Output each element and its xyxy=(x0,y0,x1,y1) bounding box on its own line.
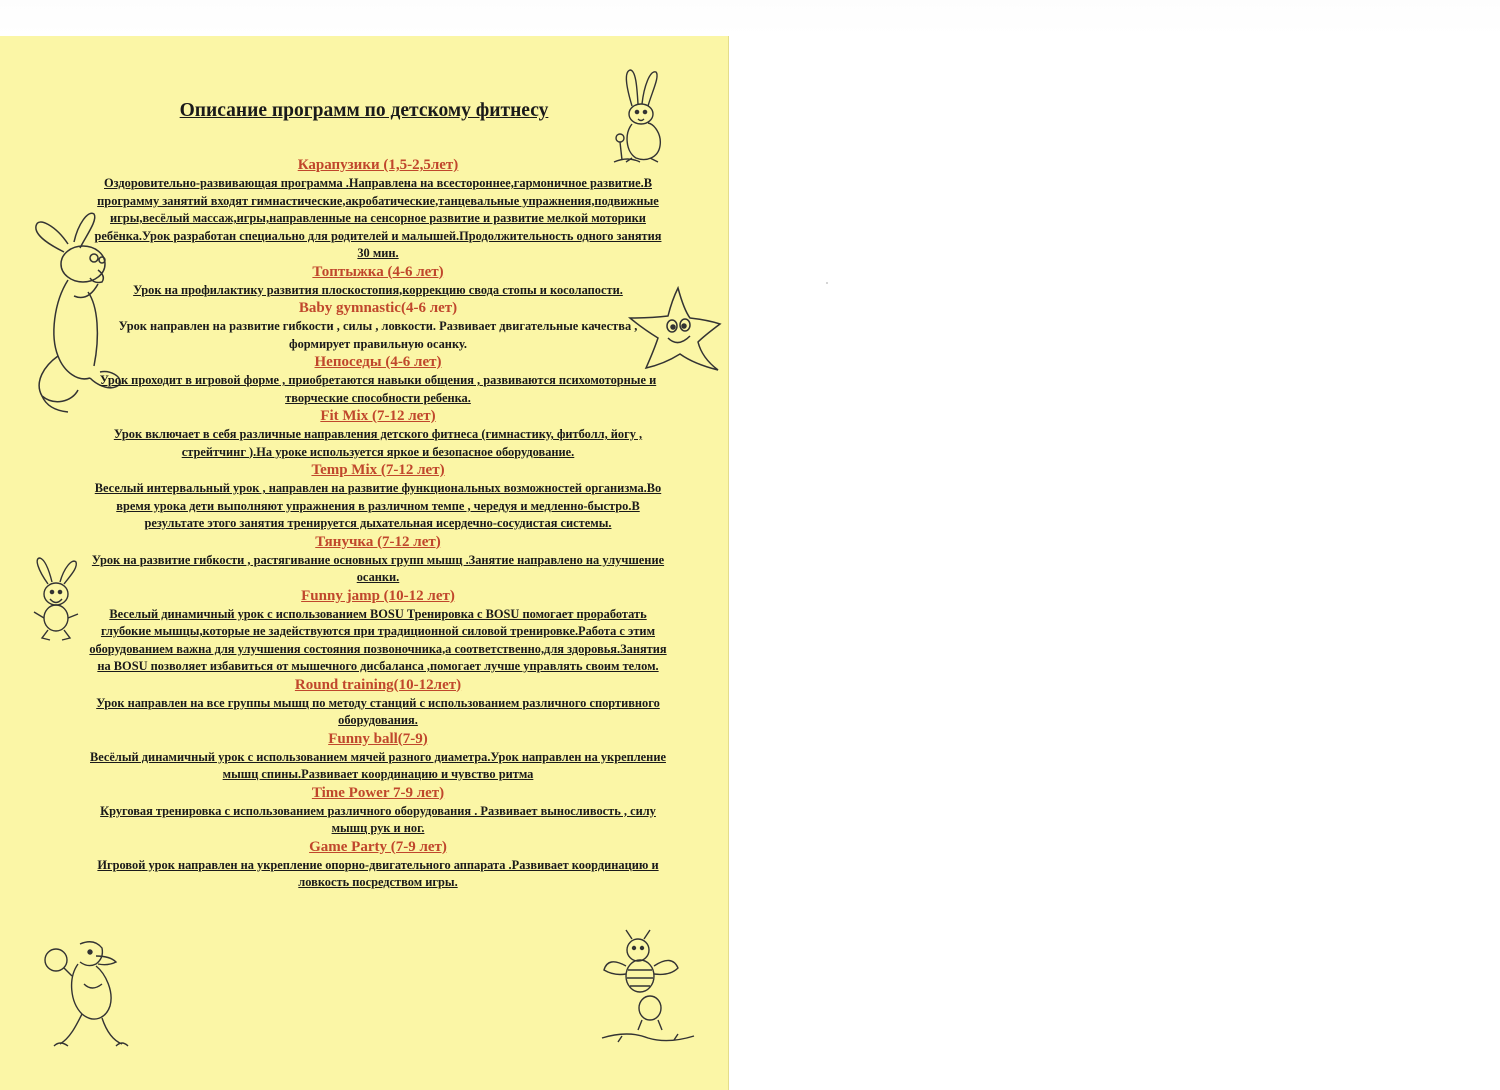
program-description: Урок направлен на развитие гибкости , силы , ловкости. Развивает двигательные качества , формирует правильную осанку. xyxy=(118,319,638,351)
document-title: Описание программ по детскому фитнесу xyxy=(179,100,549,121)
program-heading: Temp Mix (7-12 лет) xyxy=(311,462,445,478)
program-description: Урок проходит в игровой форме , приобретаются навыки общения , развиваются психомоторные и творческие способности ребенка. xyxy=(99,373,657,405)
program-heading: Непоседы (4-6 лет) xyxy=(314,354,442,370)
program-description: Весёлый динамичный урок с использованием мячей разного диаметра.Урок направлен на укрепление мышц спины.Развивает координацию и чувство ритма xyxy=(90,749,666,781)
document-page xyxy=(0,36,728,1090)
small-bunny-icon xyxy=(28,554,86,644)
program-heading: Time Power 7-9 лет) xyxy=(311,784,445,801)
program-description: Оздоровительно-развивающая программа .Направлена на всестороннее,гармоничное развитие.В программу занятий входят гимнастические,акробатические,танцевальные упражнения,подвижные игры,весёлый массаж,игры,направленные на сенсорное развитие и развитие мелкой моторики ребёнка.Урок разработан специально для родителей и малышей.Продолжительность одного занятия 30 мин. xyxy=(94,176,662,260)
duck-detective-icon xyxy=(40,934,130,1054)
program-description: Урок направлен на все группы мышц по методу станций с использованием различного спортивного оборудования. xyxy=(96,695,660,727)
bunny-with-flower-icon xyxy=(610,66,672,166)
program-heading: Round training(10-12лет) xyxy=(294,676,462,693)
program-heading: Карапузики (1,5-2,5лет) xyxy=(297,157,459,173)
program-description: Веселый интервальный урок , направлен на развитие функциональных возможностей организма.Во время урока дети выполняют упражнения в различном темпе , чередуя и медленно-быстро.В результате этого занятия тренируется дыхательная исердечно-сосудистая системы. xyxy=(94,481,662,530)
program-description: Круговая тренировка с использованием различного оборудования . Развивает выносливость , силу мышц рук и ног. xyxy=(100,803,656,835)
program-description: Урок включает в себя различные направления детского фитнеса (гимнастику, фитболл, йогу , стрейтчинг ).На уроке используется яркое и безопасное оборудование. xyxy=(113,427,643,459)
program-heading: Baby gymnastic(4-6 лет) xyxy=(298,300,458,316)
bee-icon xyxy=(598,926,698,1046)
program-heading: Топтыжка (4-6 лет) xyxy=(312,263,444,280)
program-heading: Funny ball(7-9) xyxy=(328,730,428,747)
program-heading: Funny jamp (10-12 лет) xyxy=(301,587,455,604)
program-heading: Тянучка (7-12 лет) xyxy=(315,533,441,550)
scan-speck xyxy=(826,282,828,284)
program-heading: Fit Mix (7-12 лет) xyxy=(320,408,436,424)
programs-list xyxy=(88,156,668,892)
program-heading: Game Party (7-9 лет) xyxy=(309,838,447,855)
program-description: Веселый динамичный урок с использованием BOSU Тренировка с BOSU помогает проработать глубокие мышцы,которые не задействуются при традиционной силовой тренировке.Работа с этим оборудованием важна для улучшения состояния позвоночника,а соответственно,для здоровья.Занятия на BOSU позволяет избавиться от мышечного дисбаланса ,помогает лучше управлять своим телом. xyxy=(89,606,667,673)
program-description: Игровой урок направлен на укрепление опорно-двигательного аппарата .Развивает координацию и ловкость посредством игры. xyxy=(97,857,659,889)
program-description: Урок на развитие гибкости , растягивание основных групп мышц .Занятие направлено на улучшение осанки. xyxy=(91,552,665,584)
program-description: Урок на профилактику развития плоскостопия,коррекцию свода стопы и косолапости. xyxy=(133,282,623,297)
scan-background xyxy=(0,0,1500,36)
